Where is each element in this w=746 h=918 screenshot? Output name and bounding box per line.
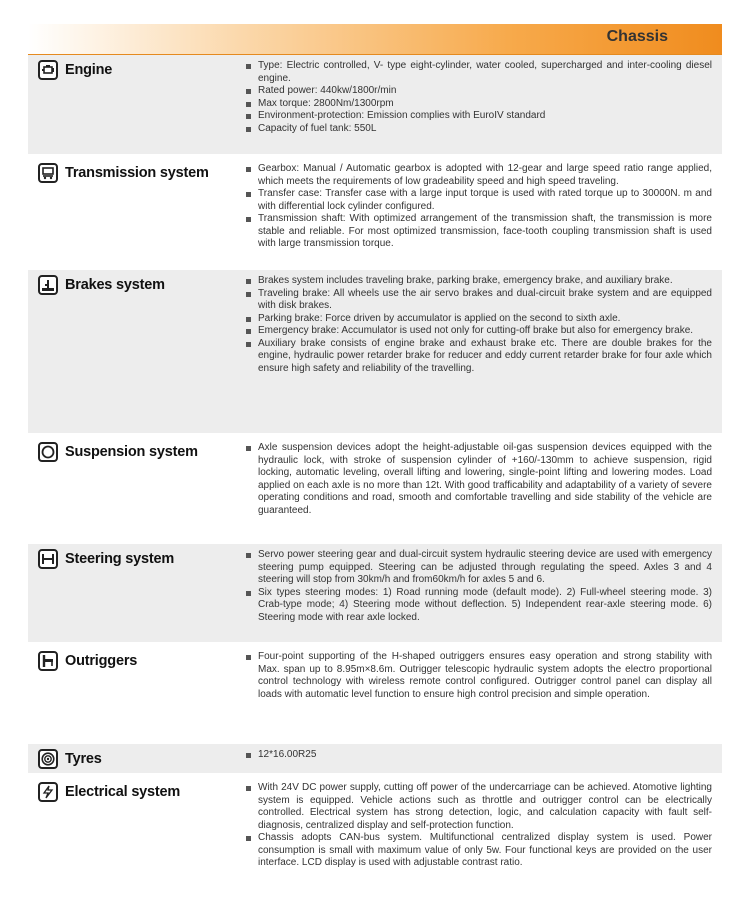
spec-list xyxy=(246,749,712,762)
page-title: Chassis xyxy=(606,28,668,45)
spec-list xyxy=(246,60,712,135)
lightning-icon xyxy=(38,782,58,802)
spec-item: Gearbox: Manual / Automatic gearbox is adopted with 12-gear and large speed ratio range applied, which meets the requirements of low gradeability speed and high speed traveling. xyxy=(246,163,712,188)
section-outriggers xyxy=(28,646,722,744)
section-title: Steering system xyxy=(65,551,175,567)
spec-item: Chassis adopts CAN-bus system. Multifunctional centralized display system is used. Power consumption is small with maximum value of only 5w. Four functional keys are provided on the user interface. LCD display is used with adjustable contrast ratio. xyxy=(246,832,712,870)
steering-icon xyxy=(38,549,58,569)
spec-item: Capacity of fuel tank: 550L xyxy=(246,123,712,136)
spec-list xyxy=(246,442,712,517)
suspension-icon xyxy=(38,442,58,462)
section-label xyxy=(28,437,246,540)
tyre-icon xyxy=(38,749,58,769)
spec-item: Axle suspension devices adopt the height-adjustable oil-gas suspension devices equipped with the hydraulic lock, with stroke of suspension cylinder of +160/-130mm to achieve suspension, rigid locking, automatic leveling, overall lifting and lowering, single-point lifting and lowering modes. Load applied on each axle is no more than 12t. With good trafficability and adaptability of a variety of severe operating conditions and road, smooth and comfortable travelling and side stability of the vehicle are guaranteed. xyxy=(246,442,712,517)
section-label xyxy=(28,158,246,266)
section-label xyxy=(28,744,246,773)
spec-item: Auxiliary brake consists of engine brake and exhaust brake etc. There are double brakes for the engine, hydraulic power retarder brake for reducer and eddy current retarder brake for four axle which ensure high safety and reliability of the travelling. xyxy=(246,338,712,376)
spec-item: Six types steering modes: 1) Road running mode (default mode). 2) Full-wheel steering mode. 3) Crab-type mode; 4) Steering mode without deflection. 5) Independent rear-axle steering mode. 6) Steering mode with rear axle locked. xyxy=(246,587,712,625)
spec-item: Environment-protection: Emission complies with EuroIV standard xyxy=(246,110,712,123)
spec-list xyxy=(246,782,712,870)
section-suspension-system xyxy=(28,437,722,544)
section-engine xyxy=(28,55,722,158)
spec-item: Servo power steering gear and dual-circuit system hydraulic steering device are used with emergency steering pump equipped. Steering can be adjusted through regulating the speed. Axles 3 and 4 steering will stop from 30km/h and from60km/h for axles 5 and 6. xyxy=(246,549,712,587)
section-content xyxy=(246,544,722,642)
transmission-icon xyxy=(38,163,58,183)
spec-item: Transfer case: Transfer case with a large input torque is used with rated torque up to 30000N. m and with differential lock cylinder configured. xyxy=(246,188,712,213)
section-transmission-system xyxy=(28,158,722,270)
spec-item: 12*16.00R25 xyxy=(246,749,712,762)
spec-list xyxy=(246,651,712,701)
section-title: Engine xyxy=(65,62,113,78)
spec-item: Parking brake: Force driven by accumulator is applied on the second to sixth axle. xyxy=(246,313,712,326)
spec-sections xyxy=(28,55,722,898)
section-label xyxy=(28,646,246,740)
section-tyres xyxy=(28,744,722,777)
spec-item: Rated power: 440kw/1800r/min xyxy=(246,85,712,98)
spec-list xyxy=(246,275,712,375)
section-title: Suspension system xyxy=(65,444,198,460)
section-label xyxy=(28,55,246,154)
section-title: Brakes system xyxy=(65,277,165,293)
spec-item: Emergency brake: Accumulator is used not only for cutting-off brake but also for emergency brake. xyxy=(246,325,712,338)
spec-item: Four-point supporting of the H-shaped outriggers ensures easy operation and strong stability with Max. span up to 8.95m×8.6m. Outrigger telescopic hydraulic system adopts the electro proportional control technology with wireless remote control configured. Outrigger control panel can display all loads with automatic level function to ensure high control precision and simple operation. xyxy=(246,651,712,701)
spec-item: Max torque: 2800Nm/1300rpm xyxy=(246,98,712,111)
brake-icon xyxy=(38,275,58,295)
section-label xyxy=(28,270,246,433)
section-brakes-system xyxy=(28,270,722,437)
spec-item: Transmission shaft: With optimized arrangement of the transmission shaft, the transmission is more stable and reliable. For most optimized transmission, face-tooth coupling transmission shaft is used with large transmission torque. xyxy=(246,213,712,251)
section-title: Outriggers xyxy=(65,653,138,669)
section-content xyxy=(246,646,722,740)
section-title: Transmission system xyxy=(65,165,209,181)
section-electrical-system xyxy=(28,777,722,898)
section-content xyxy=(246,55,722,154)
spec-list xyxy=(246,549,712,624)
section-title: Tyres xyxy=(65,751,102,767)
section-title: Electrical system xyxy=(65,784,181,800)
section-label xyxy=(28,544,246,642)
section-content xyxy=(246,777,722,894)
section-content xyxy=(246,744,722,773)
section-steering-system xyxy=(28,544,722,646)
chassis-header-bar xyxy=(28,24,722,55)
section-content xyxy=(246,437,722,540)
spec-item: Type: Electric controlled, V- type eight-cylinder, water cooled, supercharged and inter-cooling diesel engine. xyxy=(246,60,712,85)
spec-item: Brakes system includes traveling brake, parking brake, emergency brake, and auxiliary brake. xyxy=(246,275,712,288)
spec-item: Traveling brake: All wheels use the air servo brakes and dual-circuit brake system and are equipped with disk brakes. xyxy=(246,288,712,313)
section-label xyxy=(28,777,246,894)
spec-item: With 24V DC power supply, cutting off power of the undercarriage can be achieved. Atomotive lighting system is equipped. Vehicle actions such as throttle and outrigger control can be electrically controlled. Electrical system has strong detection, logic, and calculation capacity with fault self-diagnosis, centralized display and self-protection function. xyxy=(246,782,712,832)
section-content xyxy=(246,270,722,433)
spec-list xyxy=(246,163,712,251)
engine-icon xyxy=(38,60,58,80)
section-content xyxy=(246,158,722,266)
outrigger-icon xyxy=(38,651,58,671)
